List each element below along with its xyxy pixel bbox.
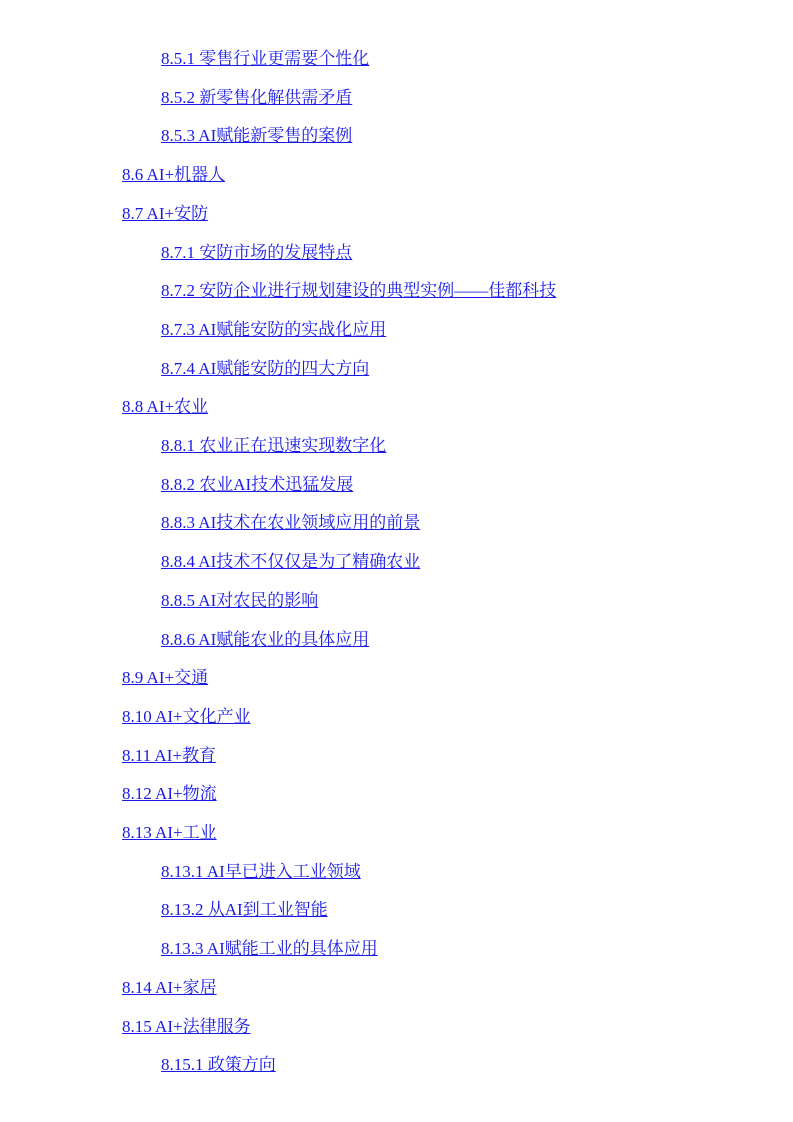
toc-entry[interactable]: 8.6 AI+机器人: [122, 165, 226, 185]
toc-entry[interactable]: 8.8.2 农业AI技术迅猛发展: [161, 474, 354, 494]
toc-entry[interactable]: 8.15.1 政策方向: [161, 1055, 276, 1075]
toc-entry[interactable]: 8.8.5 AI对农民的影响: [161, 590, 319, 610]
toc-entry[interactable]: 8.8.6 AI赋能农业的具体应用: [161, 629, 370, 649]
toc-entry[interactable]: 8.13.3 AI赋能工业的具体应用: [161, 939, 378, 959]
toc-entry[interactable]: 8.5.3 AI赋能新零售的案例: [161, 126, 353, 146]
toc-entry[interactable]: 8.5.2 新零售化解供需矛盾: [161, 87, 353, 107]
toc-entry[interactable]: 8.7.2 安防企业进行规划建设的典型实例——佳都科技: [161, 281, 557, 301]
toc-entry[interactable]: 8.12 AI+物流: [122, 784, 217, 804]
toc-entry[interactable]: 8.8.4 AI技术不仅仅是为了精确农业: [161, 552, 421, 572]
toc-entry[interactable]: 8.13.1 AI早已进入工业领域: [161, 861, 361, 881]
toc-entry[interactable]: 8.8.1 农业正在迅速实现数字化: [161, 436, 387, 456]
toc-entry[interactable]: 8.15 AI+法律服务: [122, 1016, 251, 1036]
toc-entry[interactable]: 8.8.3 AI技术在农业领域应用的前景: [161, 513, 421, 533]
toc-entry[interactable]: 8.7 AI+安防: [122, 203, 209, 223]
toc-entry[interactable]: 8.7.1 安防市场的发展特点: [161, 242, 353, 262]
toc-entry[interactable]: 8.10 AI+文化产业: [122, 706, 251, 726]
toc-entry[interactable]: 8.5.1 零售行业更需要个性化: [161, 49, 370, 68]
toc-entry[interactable]: 8.13 AI+工业: [122, 823, 217, 843]
toc-entry[interactable]: 8.9 AI+交通: [122, 668, 209, 688]
toc-entry[interactable]: 8.7.3 AI赋能安防的实战化应用: [161, 319, 387, 339]
toc-entry[interactable]: 8.13.2 从AI到工业智能: [161, 900, 328, 920]
toc-entry[interactable]: 8.7.4 AI赋能安防的四大方向: [161, 358, 370, 378]
toc-entry[interactable]: 8.8 AI+农业: [122, 397, 209, 417]
table-of-contents: [0, 40, 793, 1085]
toc-entry[interactable]: 8.14 AI+家居: [122, 977, 217, 997]
toc-entry[interactable]: 8.11 AI+教育: [122, 745, 216, 765]
